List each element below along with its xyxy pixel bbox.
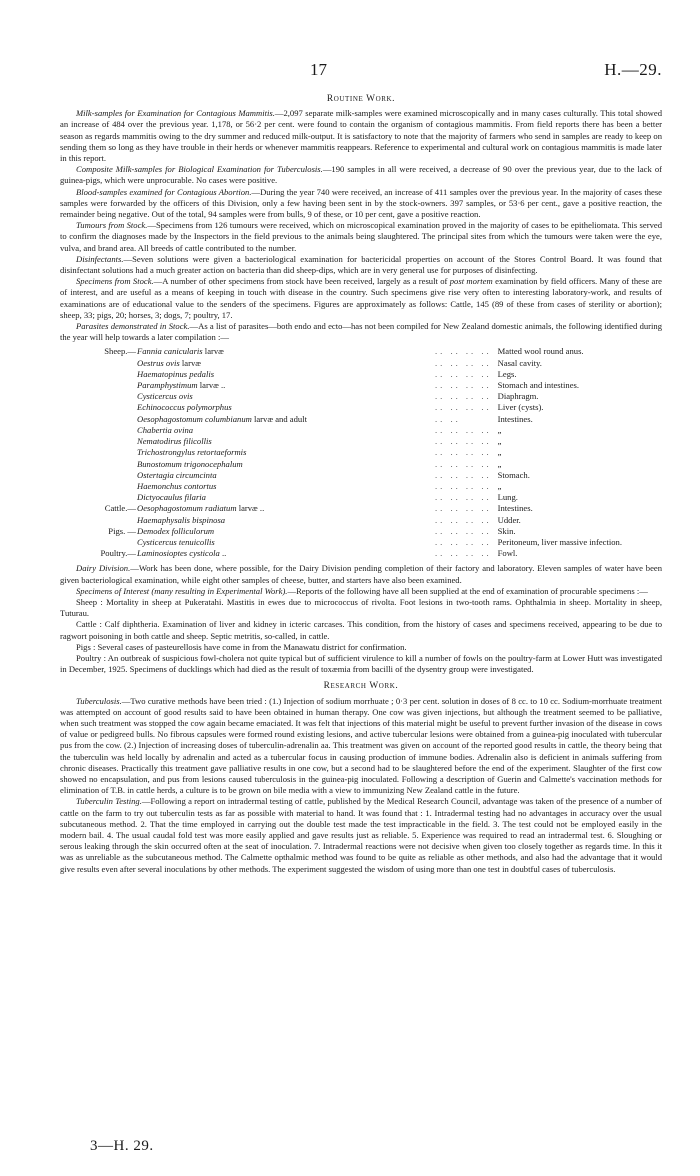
parasite-row [93, 436, 622, 447]
parasite-table [93, 346, 622, 559]
paragraph-parasites: Parasites demonstrated in Stock.—As a list of parasites—both endo and ecto—has not been compiled for New Zealand domestic animals, the following identified during the year will help towards a later compilation :— [60, 321, 663, 343]
parasite-leader-dots: .. .. .. .. [435, 380, 492, 391]
parasite-leader-dots: .. .. .. .. [435, 458, 492, 469]
parasite-host [93, 537, 137, 548]
parasite-species [137, 414, 435, 425]
parasite-species [137, 358, 435, 369]
section-heading-routine: Routine Work. [326, 94, 396, 104]
section-heading-research: Research Work. [323, 681, 399, 692]
paragraph-title: Blood-samples examined for Contagious Abortion. [76, 186, 252, 197]
paragraph-specimens-interest: Specimens of Interest (many resulting in Experimental Work).—Reports of the following have all been supplied at the end of examination of procurable specimens :— [76, 585, 648, 596]
parasite-stage: larvæ .. [236, 503, 265, 514]
parasite-species-name: Cysticercus tenuicollis [137, 536, 215, 547]
parasite-species [137, 548, 435, 559]
parasite-species-name: Fannia canicularis [137, 346, 203, 357]
parasite-leader-dots: .. .. .. .. [435, 525, 492, 536]
parasite-species-name: Oesophagostomum radiatum [137, 503, 237, 514]
paragraph-specimens: Specimens from Stock.—A number of other specimens from stock have been received, largely as a result of post mortem examination by field officers. Many of these are of interest, and are useful as a means of keeping in touch with disease in the country. Such specimens give rise very often to interesting laboratory-work, and results of examinations are of educational value to the senders of the specimens. Figures are approximately as follows: Cattle, 145 (89 of these from cases of sterility or abortion); sheep, 33; pigs, 20; horses, 3; dogs, 7; poultry, 17. [60, 276, 662, 320]
parasite-host: Cattle.— [104, 503, 136, 514]
parasite-host: Pigs. — [108, 525, 136, 536]
parasite-species-name: Haemonchus contortus [137, 480, 217, 491]
paragraph-title: Specimens from Stock. [76, 276, 154, 287]
parasite-species-name: Echinococcus polymorphus [137, 402, 232, 413]
parasite-host [93, 414, 137, 425]
parasite-species-name: Trichostrongylus retortaeformis [137, 447, 247, 458]
paragraph-milk-samples: Milk-samples for Examination for Contagious Mammitis.—2,097 separate milk-samples were examined microscopically and in many cases culturally. This total showed an increase of 484 over the previous year. 1,178, or 56·2 per cent. were found to contain the organism of contagious mammitis. From field reports there has been a better season as regards mammitis owing to the dry summer and reduced milk-output. It is satisfactory to note that the majority of farmers who send in samples are ready to keep on sending them so long as they have trouble in their herds or whenever mammitis reappears. Reference to experimental and cultural work on contagious mammitis is made later in this report. [60, 108, 662, 164]
parasite-site: Matted wool round anus. [497, 346, 584, 357]
parasite-site: „ [497, 436, 502, 447]
paragraph-title: Milk-samples for Examination for Contagious Mammitis. [76, 108, 275, 119]
paper-reference: H.—29. [604, 60, 662, 79]
paragraph-tuberculosis: Tuberculosis.—Two curative methods have been tried : (1.) Injection of sodium morrhuate ; 0·3 per cent. solution in doses of 8 cc. to 10 cc. Sodium-morrhuate treatment was attempted on account of good results said to have been obtained in human therapy. One cow was given injections, but although the treatment seemed to be palliative, when such treatment was stopped the cow again became emaciated. It was felt that injections of this material might be useful to prevent further invasion of the disease in cows of value or pedigreed bulls. No fibrous capsules were formed round existing lesions, and active tubercular lesions were obtained from a guinea-pig inoculated with tubercular pus from the cow. (2.) Injection of increasing doses of tuberculin-adrenalin aa. This treatment was given on account of the reported good results in cattle, the theory being that the tuberculin was held locally by adrenalin and acted as a tubercular focus in causing production of immune bodies. Adrenalin also is deficient in animals suffering from chronic diseases. Practically this treatment gave palliative results in one cow, but a second had to be slaughtered before the end of the experiment. Slaughter of the first cow showed no encapsulation, and pus from lesions caused tuberculosis in the guinea-pig inoculated. Following a description of Guerin and Calmette's vaccination methods for elimination of T.B. in cattle herds, a culture is to be grown on bile media with a view to immunizing New Zealand cattle in the future. [60, 695, 662, 796]
parasite-stage: .. [219, 548, 227, 559]
parasite-species-name: Paramphystimum [137, 380, 198, 391]
parasite-species [137, 380, 435, 391]
paragraph-title: Composite Milk-samples for Biological Examination for Tuberculosis. [76, 164, 323, 175]
paragraph-disinfectants: Disinfectants.—Seven solutions were given a bacteriological examination for bactericidal properties on account of the Stores Control Board. It was found that disinfectant solutions had a much greater action on bacteria than did sheep-dips, which are in very general use for purposes of disinfecting. [60, 253, 662, 276]
parasite-row [93, 447, 622, 458]
parasite-row [93, 503, 622, 514]
parasite-leader-dots: .. .. .. .. [435, 357, 492, 368]
paragraph-title: Tumours from Stock. [76, 220, 148, 231]
parasite-leader-dots: .. .. [435, 413, 461, 424]
parasite-stage: larvæ [202, 346, 224, 357]
parasite-species [137, 425, 435, 436]
parasite-host [93, 459, 137, 470]
parasite-row [93, 402, 622, 413]
parasite-host [93, 425, 137, 436]
paragraph-tumours: Tumours from Stock.—Specimens from 126 tumours were received, which on microscopical examination proved in the majority of cases to be epitheliomata. This served to confirm the diagnoses made by the Inspectors in the field previous to the animals being slaughtered. The principal sites from which the tumours were taken were the eye, vulva, and brand area. All breeds of cattle contributed to the number. [60, 220, 662, 253]
parasite-row [93, 459, 622, 470]
paragraph-cattle-note: Cattle : Calf diphtheria. Examination of liver and kidney in icteric carcases. This condition, from the history of cases and specimens received, appearing to be due to ragwort poisoning in both cattle and sheep. Septic metritis, so-called, in cattle. [60, 619, 662, 641]
paragraph-blood-samples: Blood-samples examined for Contagious Abortion.—During the year 740 were received, an increase of 411 samples over the previous year. In the majority of cases these samples were forwarded by the officers of this Division, only a few having been sent in by the stock-owners. 397 samples, or 53·6 per cent., gave a positive reaction, the remainder being negative. Out of the total, 94 samples were from bulls, 9 of these, or 10 per cent, gave a positive reaction. [60, 186, 662, 220]
parasite-site: Diaphragm. [497, 391, 539, 402]
parasite-species-name: Nematodirus filicollis [137, 436, 212, 447]
parasite-row [93, 414, 622, 425]
parasite-row [93, 425, 622, 436]
parasite-species [137, 391, 435, 402]
parasite-species [137, 515, 435, 526]
parasite-species [137, 447, 435, 458]
parasite-species [137, 459, 435, 470]
parasite-site: Nasal cavity. [497, 357, 542, 368]
parasite-species-name: Haematopinus pedalis [137, 368, 215, 379]
parasite-host [93, 447, 137, 458]
parasite-species-name: Haemaphysalis bispinosa [137, 514, 226, 525]
parasite-site: „ [497, 480, 502, 491]
parasite-host: Poultry.— [100, 548, 136, 559]
parasite-stage: larvæ and adult [251, 413, 307, 424]
parasite-species [137, 537, 435, 548]
parasite-leader-dots: .. .. .. .. [435, 548, 492, 559]
page-content [60, 94, 662, 875]
footer-signature: 3—H. 29. [90, 1138, 154, 1154]
parasite-host [93, 358, 137, 369]
paragraph-title: Parasites demonstrated in Stock. [76, 321, 190, 332]
parasite-species [137, 470, 435, 481]
paragraph-title: Tuberculosis. [76, 695, 122, 706]
parasite-leader-dots: .. .. .. .. [435, 436, 492, 447]
parasite-species [137, 436, 435, 447]
parasite-row [93, 481, 622, 492]
parasite-species-name: Cysticercus ovis [137, 391, 193, 402]
paragraph-poultry-note: Poultry : An outbreak of suspicious fowl-cholera not quite typical but of sufficient virulence to kill a number of fowls on the poultry-farm at Lower Hutt was investigated in December, 1925. Specimens of ducklings which had died as the result of toxæmia from bacilli of the dysentry group were investigated. [60, 652, 662, 675]
parasite-host [93, 492, 137, 503]
paragraph-title: Tuberculin Testing. [76, 796, 142, 807]
parasite-host [93, 481, 137, 492]
parasite-leader-dots: .. .. .. .. [435, 492, 492, 503]
parasite-site: Stomach. [497, 469, 530, 480]
parasite-species [137, 481, 435, 492]
parasite-stage: larvæ [179, 357, 201, 368]
parasite-species-name: Chabertia ovina [137, 424, 194, 435]
parasite-site: Legs. [497, 368, 517, 379]
paragraph-title: Dairy Division. [76, 563, 131, 574]
parasite-site: Fowl. [497, 548, 518, 559]
parasite-leader-dots: .. .. .. .. [435, 391, 492, 402]
paragraph-title: Specimens of Interest (many resulting in Experimental Work). [76, 585, 288, 596]
parasite-host [93, 436, 137, 447]
parasite-site: Lung. [497, 492, 518, 503]
parasite-site: Stomach and intestines. [497, 380, 580, 391]
parasite-host [93, 470, 137, 481]
parasite-row [93, 492, 622, 503]
parasite-site: Skin. [497, 525, 516, 536]
parasite-host: Sheep.— [104, 346, 136, 357]
parasite-leader-dots: .. .. .. .. [435, 346, 492, 357]
parasite-species-name: Bunostomum trigonocephalum [137, 458, 243, 469]
parasite-leader-dots: .. .. .. .. [435, 536, 492, 547]
parasite-row [93, 537, 622, 548]
parasite-row [93, 346, 622, 357]
parasite-host [93, 391, 137, 402]
page-number: 17 [310, 60, 327, 79]
parasite-stage: larvæ .. [197, 380, 226, 391]
paragraph-title: Disinfectants. [76, 253, 124, 264]
parasite-species-name: Laminosioptes cysticola [137, 548, 220, 559]
parasite-leader-dots: .. .. .. .. [435, 424, 492, 435]
parasite-site: Liver (cysts). [497, 402, 544, 413]
parasite-species-name: Demodex folliculorum [137, 525, 215, 536]
parasite-site: Intestines. [497, 413, 533, 424]
parasite-leader-dots: .. .. .. .. [435, 480, 492, 491]
parasite-leader-dots: .. .. .. .. [435, 402, 492, 413]
parasite-species-name: Oestrus ovis [137, 357, 180, 368]
parasite-row [93, 369, 622, 380]
parasite-row [93, 380, 622, 391]
parasite-host [93, 380, 137, 391]
parasite-site: Peritoneum, liver massive infection. [497, 536, 622, 547]
parasite-row [93, 526, 622, 537]
paragraph-sheep-note: Sheep : Mortality in sheep at Pukeratahi. Mastitis in ewes due to micrococcus of rivolta. Foot lesions in two-tooth rams. Ophthalmia in sheep. Mortality in sheep, Tuturau. [60, 596, 662, 619]
paragraph-pigs-note: Pigs : Several cases of pasteurellosis have come in from the Manawatu district for confirmation. [76, 641, 407, 652]
parasite-host [93, 402, 137, 413]
parasite-species [137, 402, 435, 413]
paragraph-dairy: Dairy Division.—Work has been done, where possible, for the Dairy Division pending completion of their factory and laboratory. Eleven samples of water have been given bacteriological examination, while eight other samples of cheese, butter, and starters have also been examined. [60, 563, 663, 585]
parasite-species [137, 492, 435, 503]
parasite-leader-dots: .. .. .. .. [435, 447, 492, 458]
parasite-host [93, 369, 137, 380]
parasite-species-name: Oesophagostomum columbianum [137, 413, 252, 424]
parasite-species [137, 346, 435, 357]
parasite-row [93, 470, 622, 481]
parasite-species-name: Dictyocaulus filaria [137, 492, 206, 503]
parasite-leader-dots: .. .. .. .. [435, 368, 492, 379]
parasite-leader-dots: .. .. .. .. [435, 514, 492, 525]
paragraph-composite-samples: Composite Milk-samples for Biological Examination for Tuberculosis.—190 samples in all were received, a decrease of 90 over the previous year, due to the lack of guinea-pigs, which were unprocurable. No cases were positive. [60, 164, 662, 186]
parasite-row [93, 515, 622, 526]
parasite-host [93, 515, 137, 526]
parasite-row [93, 548, 622, 559]
parasite-row [93, 358, 622, 369]
parasite-site: Udder. [497, 514, 521, 525]
parasite-species [137, 526, 435, 537]
paragraph-tuberculin-testing: Tuberculin Testing.—Following a report on intradermal testing of cattle, published by the Medical Research Council, advantage was taken of the presence of a number of cattle on the farm to try out tuberculin tests as far as possible with material to hand. It was found that : 1. Intradermal testing had no advantages in accuracy over the usual subcutaneous method. 2. That the time employed in carrying out the double test made the test impracticable in the field. 3. The test could not be employed easily in the modern bail. 4. The usual caudal fold test was more easily applied and gave results just as reliable. 5. Experience was required to read an intradermal test. 6. Sloughing or serous leaking through the skin occurred often at the seat of inoculation. 7. Intradermal reactions were not decisive when given too closely together as regards time. In this it was as unreliable as the subcutaneous method. The Calmette opthalmic method was found to be quite as reliable as other methods, and also had the advantage that it would give results even after several inoculations by other methods. The experiment suggested the wisdom of using more than one test in doubtful cases of tuberculosis. [60, 796, 662, 874]
parasite-site: „ [497, 458, 502, 469]
parasite-species [137, 503, 435, 514]
parasite-row [93, 391, 622, 402]
parasite-species [137, 369, 435, 380]
parasite-species-name: Ostertagia circumcinta [137, 469, 217, 480]
parasite-site: „ [497, 424, 502, 435]
parasite-site: Intestines. [497, 503, 533, 514]
parasite-site: „ [497, 447, 502, 458]
parasite-leader-dots: .. .. .. .. [435, 503, 492, 514]
parasite-leader-dots: .. .. .. .. [435, 469, 492, 480]
